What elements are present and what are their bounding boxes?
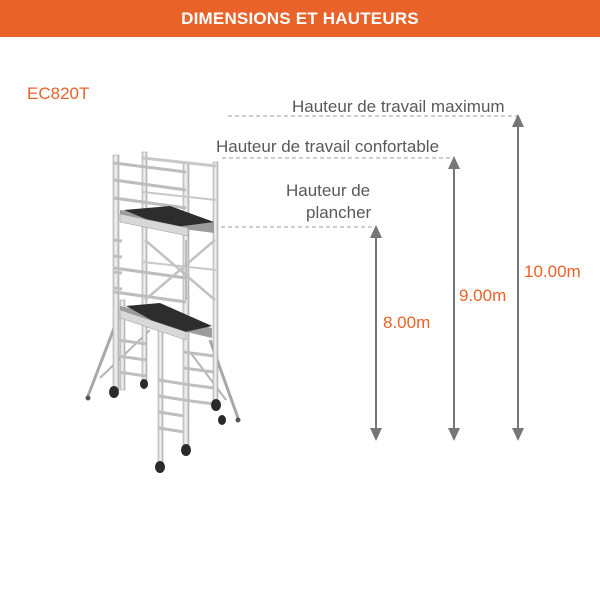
arrow-floor-height bbox=[370, 225, 382, 441]
label-floor-height-line1: Hauteur de bbox=[286, 181, 371, 200]
label-max-working-height: Hauteur de travail maximum bbox=[292, 97, 505, 116]
model-label: EC820T bbox=[27, 84, 90, 103]
arrow-max-height bbox=[512, 114, 524, 441]
value-comfortable-working-height: 9.00m bbox=[459, 286, 507, 305]
scaffold-illustration bbox=[86, 152, 241, 473]
arrow-comfortable-height bbox=[448, 156, 460, 441]
value-floor-height: 8.00m bbox=[383, 313, 431, 332]
page-title: DIMENSIONS ET HAUTEURS bbox=[181, 8, 419, 28]
label-floor-height-line2: plancher bbox=[306, 203, 372, 222]
label-comfortable-working-height: Hauteur de travail confortable bbox=[216, 137, 440, 156]
value-max-working-height: 10.00m bbox=[524, 262, 581, 281]
